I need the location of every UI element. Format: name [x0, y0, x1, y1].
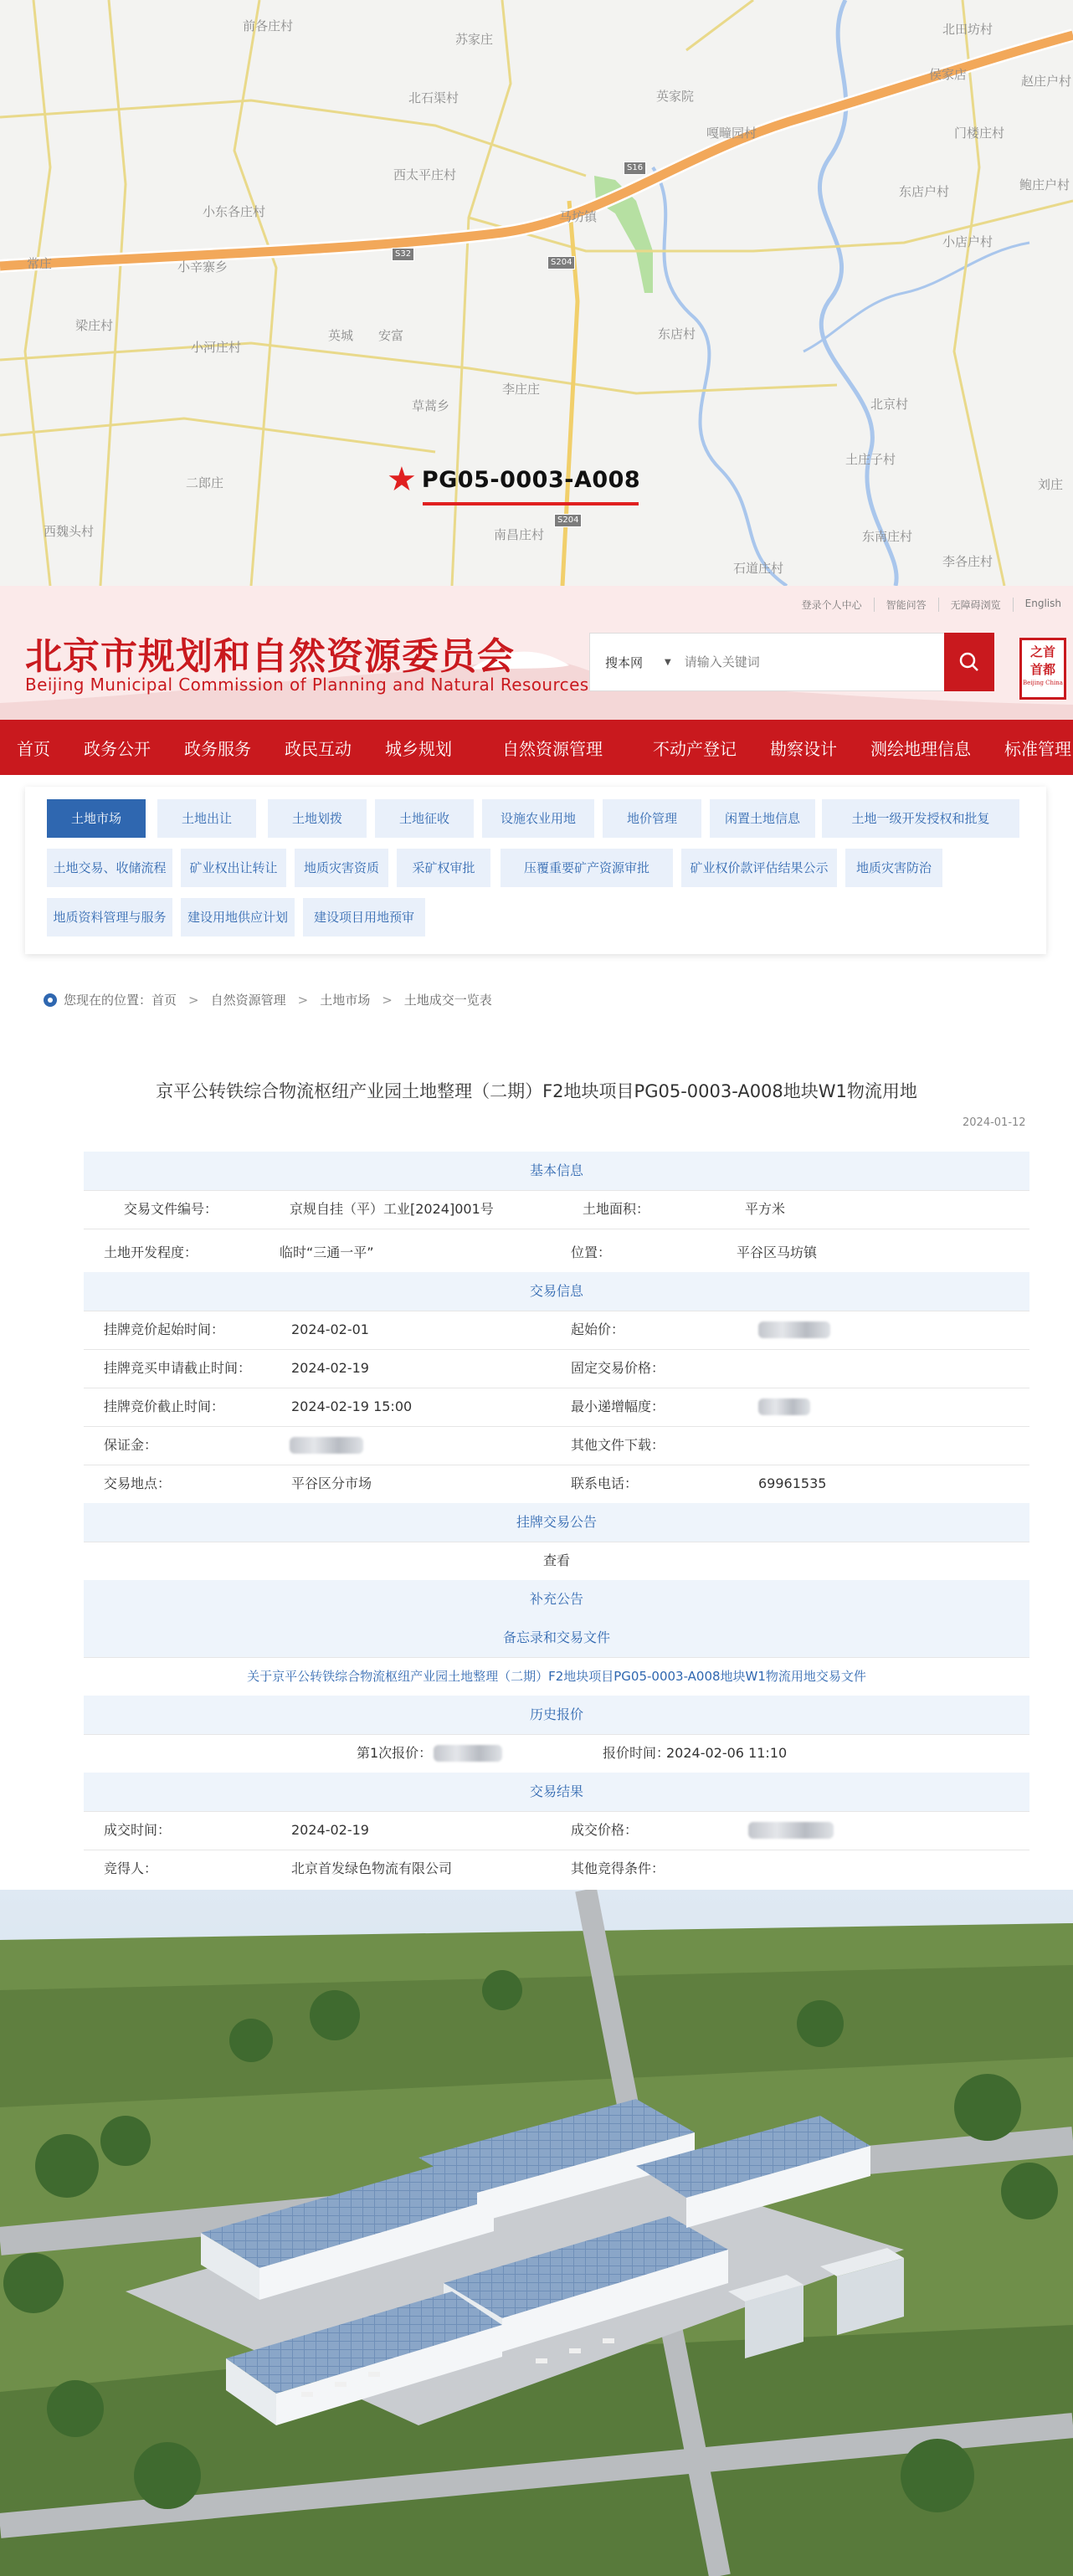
- start-price-blurred: [758, 1321, 830, 1338]
- map-place-label: 马坊镇: [559, 209, 598, 224]
- table-row: [84, 1388, 1029, 1427]
- search-input[interactable]: [683, 654, 937, 670]
- accessibility-link[interactable]: 无障碍浏览: [938, 598, 1013, 612]
- loc-value: 平谷区马坊镇: [737, 1244, 818, 1260]
- map-place-label: 嘎疃园村: [706, 126, 757, 141]
- start-time-label: 挂牌竞价起始时间：: [104, 1321, 225, 1337]
- doc-no-value: 京规自挂（平）工业[2024]001号: [290, 1201, 494, 1217]
- search-icon: [958, 651, 980, 673]
- deal-price-blurred: [748, 1822, 834, 1839]
- section-trade-result: 交易结果: [84, 1773, 1029, 1812]
- subnav-mineral-overlay-approval[interactable]: 压覆重要矿产资源审批: [501, 849, 673, 887]
- nav-interaction[interactable]: 政民互动: [285, 738, 352, 759]
- subnav-agri-facility-land[interactable]: 设施农业用地: [482, 799, 594, 838]
- table-row: [84, 1811, 1029, 1850]
- map-place-label: 南昌庄村: [494, 527, 545, 542]
- search-scope-select[interactable]: [590, 654, 683, 671]
- map-place-label: 小辛寨乡: [177, 259, 228, 275]
- bid-end-value: 2024-02-19 15:00: [291, 1398, 413, 1414]
- map-place-label: 门楼庄村: [954, 126, 1005, 141]
- section-memo: 备忘录和交易文件: [84, 1619, 1029, 1658]
- section-supplement: 补充公告: [84, 1580, 1029, 1619]
- view-notice-link[interactable]: 查看: [84, 1542, 1029, 1581]
- breadcrumb-natural-resources[interactable]: 自然资源管理: [210, 993, 286, 1008]
- subnav-land-expropriation[interactable]: 土地征收: [375, 799, 474, 838]
- subnav-land-transfer[interactable]: 土地出让: [157, 799, 256, 838]
- search-scope-label: 搜本网: [605, 654, 644, 670]
- map-place-label: 赵庄户村: [1021, 74, 1072, 89]
- table-row: [84, 1850, 1029, 1888]
- road-sign: S32: [392, 248, 414, 261]
- map-place-label: 英家院: [656, 89, 695, 104]
- nav-natural-resources[interactable]: 自然资源管理: [502, 738, 603, 759]
- section-history-quotes: 历史报价: [84, 1696, 1029, 1735]
- subnav-geo-data[interactable]: 地质资料管理与服务: [47, 898, 172, 936]
- search-box: [589, 633, 994, 691]
- quote1-label: 第1次报价：: [357, 1745, 433, 1761]
- fixed-price-label: 固定交易价格：: [571, 1360, 665, 1376]
- table-row: [84, 1234, 1029, 1273]
- start-price-label: 起始价：: [571, 1321, 625, 1337]
- min-increment-blurred: [758, 1398, 810, 1415]
- map-place-label: 刘庄: [1038, 477, 1064, 492]
- section-basic-info: 基本信息: [84, 1152, 1029, 1191]
- phone-value: 69961535: [758, 1475, 827, 1491]
- plot-code-label: PG05-0003-A008: [421, 466, 641, 493]
- winner-label: 竞得人：: [104, 1860, 158, 1876]
- map-place-label: 苏家庄: [455, 32, 494, 47]
- plot-marker: [387, 460, 641, 499]
- map-drawing: [0, 0, 1073, 586]
- dev-label: 土地开发程度：: [104, 1244, 198, 1260]
- nav-survey-design[interactable]: 勘察设计: [770, 738, 837, 759]
- loc-label: 位置：: [571, 1244, 612, 1260]
- logistics-park-rendering: [0, 1890, 1073, 2576]
- page-title: 京平公转铁综合物流枢纽产业园土地整理（二期）F2地块项目PG05-0003-A008地块W1物流用地: [156, 1081, 917, 1101]
- red-star-icon: ★: [387, 460, 417, 499]
- map-place-label: 北京村: [870, 397, 909, 412]
- search-button[interactable]: [944, 633, 994, 691]
- road-sign: S204: [547, 256, 575, 269]
- table-row: [84, 1426, 1029, 1465]
- subnav-trade-flow[interactable]: 土地交易、收储流程: [47, 849, 172, 887]
- english-link[interactable]: English: [1013, 598, 1073, 612]
- start-time-value: 2024-02-01: [291, 1321, 369, 1337]
- quote1-blurred: [434, 1745, 502, 1762]
- map-place-label: 小店户村: [942, 234, 993, 249]
- winner-value: 北京首发绿色物流有限公司: [291, 1860, 453, 1876]
- nav-real-estate[interactable]: 不动产登记: [653, 738, 737, 759]
- table-row: [84, 1349, 1029, 1388]
- other-conditions-label: 其他竞得条件：: [571, 1860, 665, 1876]
- map-place-label: 李庄庄: [502, 382, 541, 397]
- main-nav: [0, 720, 1073, 775]
- table-row: [84, 1311, 1029, 1350]
- sub-nav-panel: [25, 787, 1046, 954]
- capital-badge-logo: 之首 首都 Beijing China: [1019, 638, 1066, 700]
- map-place-label: 鲍庄户村: [1019, 177, 1070, 192]
- site-header: [0, 586, 1073, 720]
- location-map: [0, 0, 1073, 586]
- other-files-label: 其他文件下载：: [571, 1437, 665, 1453]
- nav-gov-services[interactable]: 政务服务: [184, 738, 251, 759]
- map-place-label: 草蒿乡: [412, 398, 450, 413]
- caret-down-icon: ▼: [665, 657, 671, 667]
- map-place-label: 常庄: [27, 256, 53, 271]
- login-link[interactable]: 登录个人中心: [801, 599, 862, 611]
- deal-price-label: 成交价格：: [571, 1822, 639, 1838]
- area-unit: 平方米: [745, 1201, 786, 1217]
- table-row: [84, 1734, 1029, 1773]
- breadcrumb-current: 土地成交一览表: [403, 993, 492, 1008]
- map-place-label: 侯家店: [929, 67, 968, 82]
- dev-value: 临时“三通一平”: [280, 1244, 374, 1260]
- nav-urban-planning[interactable]: 城乡规划: [385, 738, 452, 759]
- quote1-time-label: 报价时间：: [603, 1745, 670, 1761]
- map-place-label: 石道庄村: [733, 561, 784, 576]
- map-place-label: 英城: [328, 328, 354, 343]
- subnav-mining-valuation[interactable]: 矿业权价款评估结果公示: [681, 849, 837, 887]
- section-notice: 挂牌交易公告: [84, 1503, 1029, 1542]
- aerial-rendering-image: [0, 1890, 1073, 2576]
- subnav-mining-transfer[interactable]: 矿业权出让转让: [181, 849, 286, 887]
- map-place-label: 小河庄村: [191, 340, 242, 355]
- nav-standards[interactable]: 标准管理: [1004, 738, 1071, 759]
- subnav-idle-land[interactable]: 闲置土地信息: [710, 799, 815, 838]
- top-links: [790, 598, 1073, 612]
- breadcrumb-separator: >: [382, 992, 393, 1008]
- road-sign: S16: [624, 162, 646, 175]
- breadcrumb-land-market[interactable]: 土地市场: [320, 993, 371, 1008]
- section-trade-info: 交易信息: [84, 1272, 1029, 1311]
- apply-end-label: 挂牌竞买申请截止时间：: [104, 1360, 252, 1376]
- map-place-label: 李各庄村: [942, 554, 993, 569]
- map-place-label: 梁庄村: [75, 318, 114, 333]
- memo-file-link[interactable]: 关于京平公转铁综合物流枢纽产业园土地整理（二期）F2地块项目PG05-0003-A008地块W1物流用地交易文件: [84, 1657, 1029, 1696]
- map-place-label: 东南庄村: [862, 529, 913, 544]
- breadcrumb-home[interactable]: 首页: [151, 993, 177, 1008]
- breadcrumb-lead: 您现在的位置：: [64, 993, 152, 1008]
- nav-mapping[interactable]: 测绘地理信息: [870, 738, 971, 759]
- site-title: 北京市规划和自然资源委员会: [25, 635, 515, 678]
- map-place-label: 东店户村: [899, 184, 950, 199]
- venue-value: 平谷区分市场: [291, 1475, 372, 1491]
- map-place-label: 土庄子村: [845, 452, 896, 467]
- nav-home[interactable]: 首页: [17, 738, 50, 759]
- site-subtitle: Beijing Municipal Commission of Planning and Natural Resources: [25, 675, 589, 695]
- map-place-label: 西太平庄村: [393, 167, 457, 182]
- doc-no-label: 交易文件编号：: [124, 1201, 218, 1217]
- deposit-blurred: [290, 1437, 363, 1454]
- location-pin-icon: [44, 993, 57, 1007]
- breadcrumb-separator: >: [297, 992, 309, 1008]
- bid-end-label: 挂牌竞价截止时间：: [104, 1398, 225, 1414]
- deal-time-value: 2024-02-19: [291, 1822, 369, 1838]
- subnav-mining-approval[interactable]: 采矿权审批: [397, 849, 490, 887]
- breadcrumb: [44, 991, 492, 1008]
- min-increment-label: 最小递增幅度：: [571, 1398, 665, 1414]
- subnav-land-pre-review[interactable]: 建设项目用地预审: [303, 898, 425, 936]
- map-place-label: 前各庄村: [243, 18, 294, 33]
- map-place-label: 二郎庄: [186, 475, 224, 490]
- breadcrumb-separator: >: [188, 992, 199, 1008]
- deposit-label: 保证金：: [104, 1437, 158, 1453]
- qa-link[interactable]: 智能问答: [874, 598, 938, 612]
- road-sign: S204: [554, 514, 582, 527]
- deal-time-label: 成交时间：: [104, 1822, 172, 1838]
- subnav-land-supply-plan[interactable]: 建设用地供应计划: [181, 898, 295, 936]
- map-place-label: 北田坊村: [942, 22, 993, 37]
- map-place-label: 北石渠村: [408, 90, 459, 105]
- marker-underline: [423, 502, 639, 505]
- phone-label: 联系电话：: [571, 1475, 639, 1491]
- subnav-geohazard-prevention[interactable]: 地质灾害防治: [845, 849, 942, 887]
- subnav-land-price[interactable]: 地价管理: [603, 799, 701, 838]
- map-place-label: 西魏头村: [44, 524, 95, 539]
- subnav-primary-development[interactable]: 土地一级开发授权和批复: [822, 799, 1019, 838]
- venue-label: 交易地点：: [104, 1475, 172, 1491]
- publish-date: 2024-01-12: [963, 1116, 1026, 1129]
- apply-end-value: 2024-02-19: [291, 1360, 369, 1376]
- map-place-label: 东店村: [658, 326, 696, 341]
- subnav-geohazard-qualification[interactable]: 地质灾害资质: [295, 849, 388, 887]
- table-row: [84, 1465, 1029, 1504]
- map-place-label: 小东各庄村: [203, 204, 266, 219]
- area-label: 土地面积：: [583, 1201, 650, 1217]
- map-place-label: 安富: [378, 328, 404, 343]
- table-row: [84, 1190, 1029, 1229]
- quote1-time-value: 2024-02-06 11:10: [666, 1745, 788, 1761]
- nav-gov-affairs[interactable]: 政务公开: [84, 738, 151, 759]
- subnav-land-allocation[interactable]: 土地划拨: [268, 799, 367, 838]
- subnav-land-market[interactable]: 土地市场: [47, 799, 146, 838]
